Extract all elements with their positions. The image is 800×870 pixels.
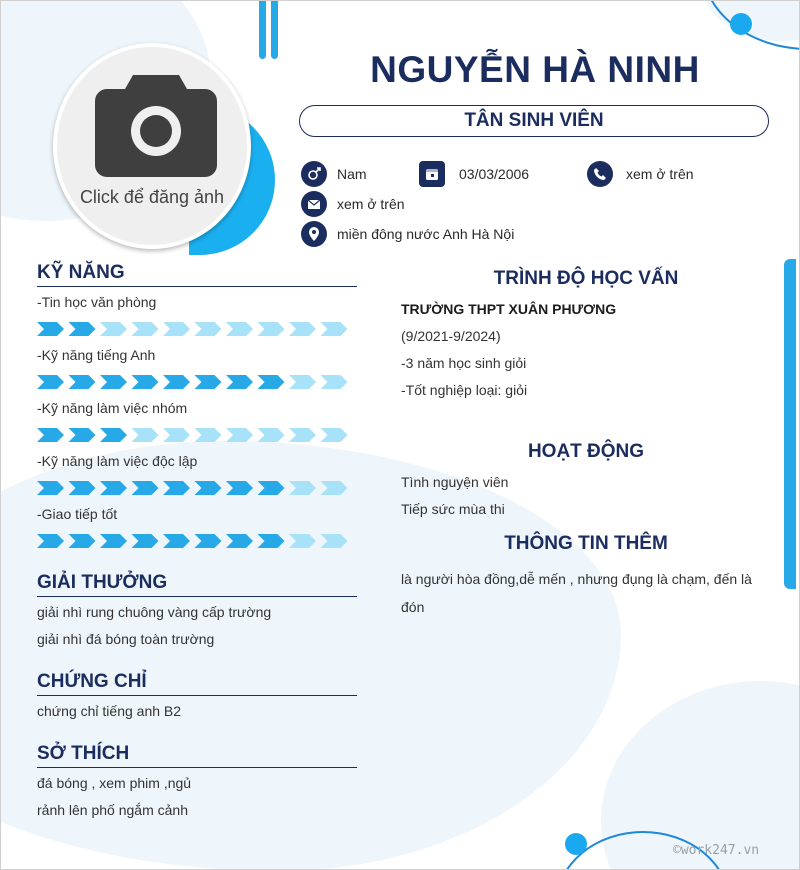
job-position: TÂN SINH VIÊN [299, 105, 769, 137]
skill-chevron-filled [163, 534, 190, 548]
education-period: (9/2021-9/2024) [401, 328, 501, 344]
skill-chevron-filled [37, 534, 64, 548]
skill-chevron-filled [226, 375, 253, 389]
camera-icon [93, 71, 219, 179]
skill-chevron-empty [321, 428, 348, 442]
skill-chevron-empty [100, 322, 127, 336]
skill-chevron-filled [69, 322, 96, 336]
skill-chevron-filled [37, 428, 64, 442]
award-item: giải nhì rung chuông vàng cấp trường [37, 604, 272, 620]
skill-chevron-filled [226, 534, 253, 548]
award-item: giải nhì đá bóng toàn trường [37, 631, 215, 647]
skill-label: -Tin học văn phòng [37, 294, 157, 310]
certificates-heading: CHỨNG CHỈ [37, 671, 357, 696]
skill-label: -Kỹ năng làm việc độc lập [37, 453, 198, 469]
hobby-item: rảnh lên phố ngắm cảnh [37, 802, 188, 818]
certificate-item: chứng chỉ tiếng anh B2 [37, 703, 182, 719]
full-name: NGUYỄN HÀ NINH [370, 49, 700, 90]
skill-chevron-empty [163, 322, 190, 336]
skill-chevron-empty [258, 322, 285, 336]
skill-chevron-empty [321, 481, 348, 495]
skill-chevron-empty [289, 481, 316, 495]
photo-upload-label: Click để đăng ảnh [79, 187, 225, 207]
hobbies-heading: SỞ THÍCH [37, 743, 357, 768]
skill-chevron-filled [163, 375, 190, 389]
skill-chevron-filled [132, 375, 159, 389]
decor-dot [565, 833, 587, 855]
skill-chevron-filled [100, 428, 127, 442]
skill-chevron-empty [226, 428, 253, 442]
skill-chevron-filled [258, 534, 285, 548]
skill-chevron-empty [132, 428, 159, 442]
skill-chevron-filled [226, 481, 253, 495]
skill-level-bar [37, 534, 349, 548]
watermark: ©work247.vn [673, 843, 760, 858]
skill-chevron-filled [258, 481, 285, 495]
skill-chevron-empty [226, 322, 253, 336]
school-name: TRƯỜNG THPT XUÂN PHƯƠNG [401, 301, 617, 317]
skill-chevron-empty [195, 428, 222, 442]
phone-icon [587, 161, 613, 187]
skill-chevron-empty [258, 428, 285, 442]
skill-chevron-empty [289, 428, 316, 442]
hobby-item: đá bóng , xem phim ,ngủ [37, 775, 192, 791]
skill-chevron-filled [69, 481, 96, 495]
skill-chevron-empty [321, 322, 348, 336]
location-icon [301, 221, 327, 247]
skill-label: -Giao tiếp tốt [37, 506, 118, 522]
skill-chevron-filled [132, 534, 159, 548]
skill-chevron-empty [289, 534, 316, 548]
skill-chevron-filled [258, 375, 285, 389]
phone-value: xem ở trên [626, 166, 694, 182]
skill-chevron-empty [195, 322, 222, 336]
awards-heading: GIẢI THƯỞNG [37, 572, 357, 597]
skill-chevron-empty [321, 534, 348, 548]
additional-info-heading: THÔNG TIN THÊM [504, 533, 668, 554]
education-item: -Tốt nghiệp loại: giỏi [401, 382, 528, 398]
skill-level-bar [37, 481, 349, 495]
education-heading: TRÌNH ĐỘ HỌC VẤN [493, 268, 679, 289]
decor-bar [259, 1, 266, 59]
skill-chevron-empty [132, 322, 159, 336]
skill-chevron-empty [289, 375, 316, 389]
skill-chevron-filled [69, 375, 96, 389]
skills-heading: KỸ NĂNG [37, 262, 357, 287]
skill-chevron-filled [195, 375, 222, 389]
skill-chevron-filled [195, 534, 222, 548]
skill-label: -Kỹ năng tiếng Anh [37, 347, 156, 363]
activity-item: Tiếp sức mùa thi [401, 501, 505, 517]
skill-chevron-filled [37, 481, 64, 495]
birthdate-value: 03/03/2006 [459, 166, 530, 182]
activities-heading: HOẠT ĐỘNG [527, 441, 645, 462]
skill-chevron-filled [69, 534, 96, 548]
skill-chevron-filled [132, 481, 159, 495]
gender-icon [301, 161, 327, 187]
skill-level-bar [37, 322, 349, 336]
additional-info-text: là người hòa đồng,dễ mến , nhưng đụng là chạm, đến là đón [401, 571, 752, 615]
address-value: miền đông nước Anh Hà Nội [337, 226, 515, 242]
email-value: xem ở trên [337, 196, 405, 212]
decor-bar [271, 1, 278, 59]
skill-chevron-empty [289, 322, 316, 336]
email-icon [301, 191, 327, 217]
skill-chevron-filled [37, 375, 64, 389]
skill-chevron-empty [163, 428, 190, 442]
skill-chevron-filled [100, 375, 127, 389]
calendar-icon [419, 161, 445, 187]
decor-dot [730, 13, 752, 35]
skill-level-bar [37, 375, 349, 389]
skill-chevron-filled [195, 481, 222, 495]
skill-chevron-filled [100, 481, 127, 495]
skill-chevron-filled [37, 322, 64, 336]
skill-label: -Kỹ năng làm việc nhóm [37, 400, 188, 416]
activity-item: Tình nguyện viên [401, 474, 509, 490]
profile-photo-upload[interactable] [53, 43, 251, 249]
skill-level-bar [37, 428, 349, 442]
skill-chevron-empty [321, 375, 348, 389]
skill-chevron-filled [163, 481, 190, 495]
skill-chevron-filled [100, 534, 127, 548]
education-item: -3 năm học sinh giỏi [401, 355, 527, 371]
gender-value: Nam [337, 166, 367, 182]
skill-chevron-filled [69, 428, 96, 442]
